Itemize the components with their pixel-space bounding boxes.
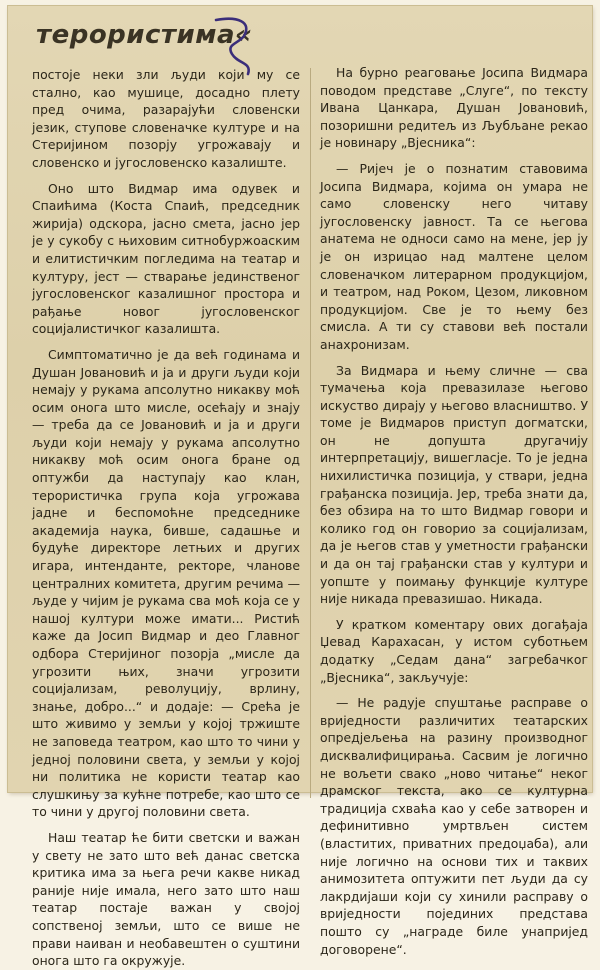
paragraph: У кратком коментару ових догађаја Џевад Карахасан, у истом суботњем додатку „Седам дана“ загребачког „Вјесника“, закључује: [320, 616, 588, 685]
paragraph: — Не радује спуштање расправе о вриједности различитих театарских опредјељења на разину производног дисквалифицирања. Сасвим је логично не вољети свако „ново читање“ неког драмског текста, ако се културна традиција схваћа као у себе затворен и дефинитивно умртвљен систем (властитих, приватних предоџаба), али није логично на основи тих и таквих анимозитета оптужити пет људи да су лакрдијаши који су хинили расправу о вриједности појединих представа пошто су „награде биле унапријед договорене“. [320, 695, 588, 957]
paragraph: За Видмара и њему сличне — сва тумачења која превазилазе његово искуство дирају у његово власништво. У томе је Видмаров приступ догматски, он не допушта другачију интерпретацију, вишегласје. То је једна нихилистичка позиција, у ствари, једна грађанска позиција. Јер, треба знати да, без обзира на то што Видмар говори и колико год он говорио за социјализам, да је његов став у уметности грађански и да он тај грађански став у култури и уопште у поимању функције културе није никада превазишао. Никада. [320, 362, 588, 607]
column-divider [310, 68, 311, 798]
paragraph: Оно што Видмар има одувек и Спаићима (Коста Спаић, председник жирија) одскора, јасно смета, јасно јер је у сукобу с њиховим ситнобуржоаским и елитистичким погледима на театар и културу, јест — стварање јединственог југословенског казалишног простора и рађање новог југословенског социјалистичког казалишта. [32, 180, 300, 337]
paragraph: Наш театар ће бити светски и важан у свету не зато што већ данас светска критика има за њега речи какве никад раније није имала, него зато што наш театар постаје важан у својој сопственој земљи, што се више не прави наиван и необавештен о суштини онога што га окружује. [32, 829, 300, 969]
left-column [32, 66, 300, 970]
paragraph: Симптоматично је да већ годинама и Душан Јовановић и ја и други људи који немају у рукама апсолутно никакву моћ осим онога што мисле, осећају и знају — треба да се Јовановић и ја и други људи који немају у рукама апсолутно никакву моћ осим онога бране од оптужби да наступају као клан, терористичка група која угрожава јадне и беспомоћне председнике академија наука, бивше, садашње и будуће директоре летњих и других игара, интенданте, ректоре, чланове централних комитета, другим речима — људе у чијим је рукама сва моћ која се у нашој култури може имати... Ристић каже да Јосип Видмар и део Главног одбора Стеријиног позорја „мисле да угрозити њих, значи угрозити социјализам, револуцију, врлину, знање, добро...“ и додаје: — Срећа је што живимо у земљи у којој тржиште не заповеда театром, као што то чини у једној половини света, у земљи у којој ни политика не користи театар као слушкињу за кућне потребе, као што се то чини у другој половини света. [32, 346, 300, 820]
newspaper-clipping [8, 6, 592, 969]
headline: терористима« [36, 20, 253, 50]
paragraph: постоје неки зли људи који му се стално, као мушице, досадно плету пред очима, разарајући словенски језик, ступове словеначке културе и на Стеријином позорју угрожавају и словенско и југословенско казалиште. [32, 67, 300, 170]
right-column [320, 64, 588, 958]
paragraph: — Ријеч је о познатим ставовима Јосипа Видмара, којима он умара не само словенску него читаву југословенску јавност. Та се његова анатема не односи само на мене, јер ју је он изрицао над малтене целом словеначком литерарном продукцијом, и театром, над Роком, Цезом, ликовном продукцијом. Све је то њему без смисла. А ти су ставови већ постали анахронизам. [320, 160, 588, 352]
paragraph: На бурно реаговање Јосипа Видмара поводом представе „Слуге“, по тексту Ивана Цанкара, Душан Јовановић, позоришни редитељ из Љубљане рекао је новинару „Вјесника“: [320, 65, 588, 151]
